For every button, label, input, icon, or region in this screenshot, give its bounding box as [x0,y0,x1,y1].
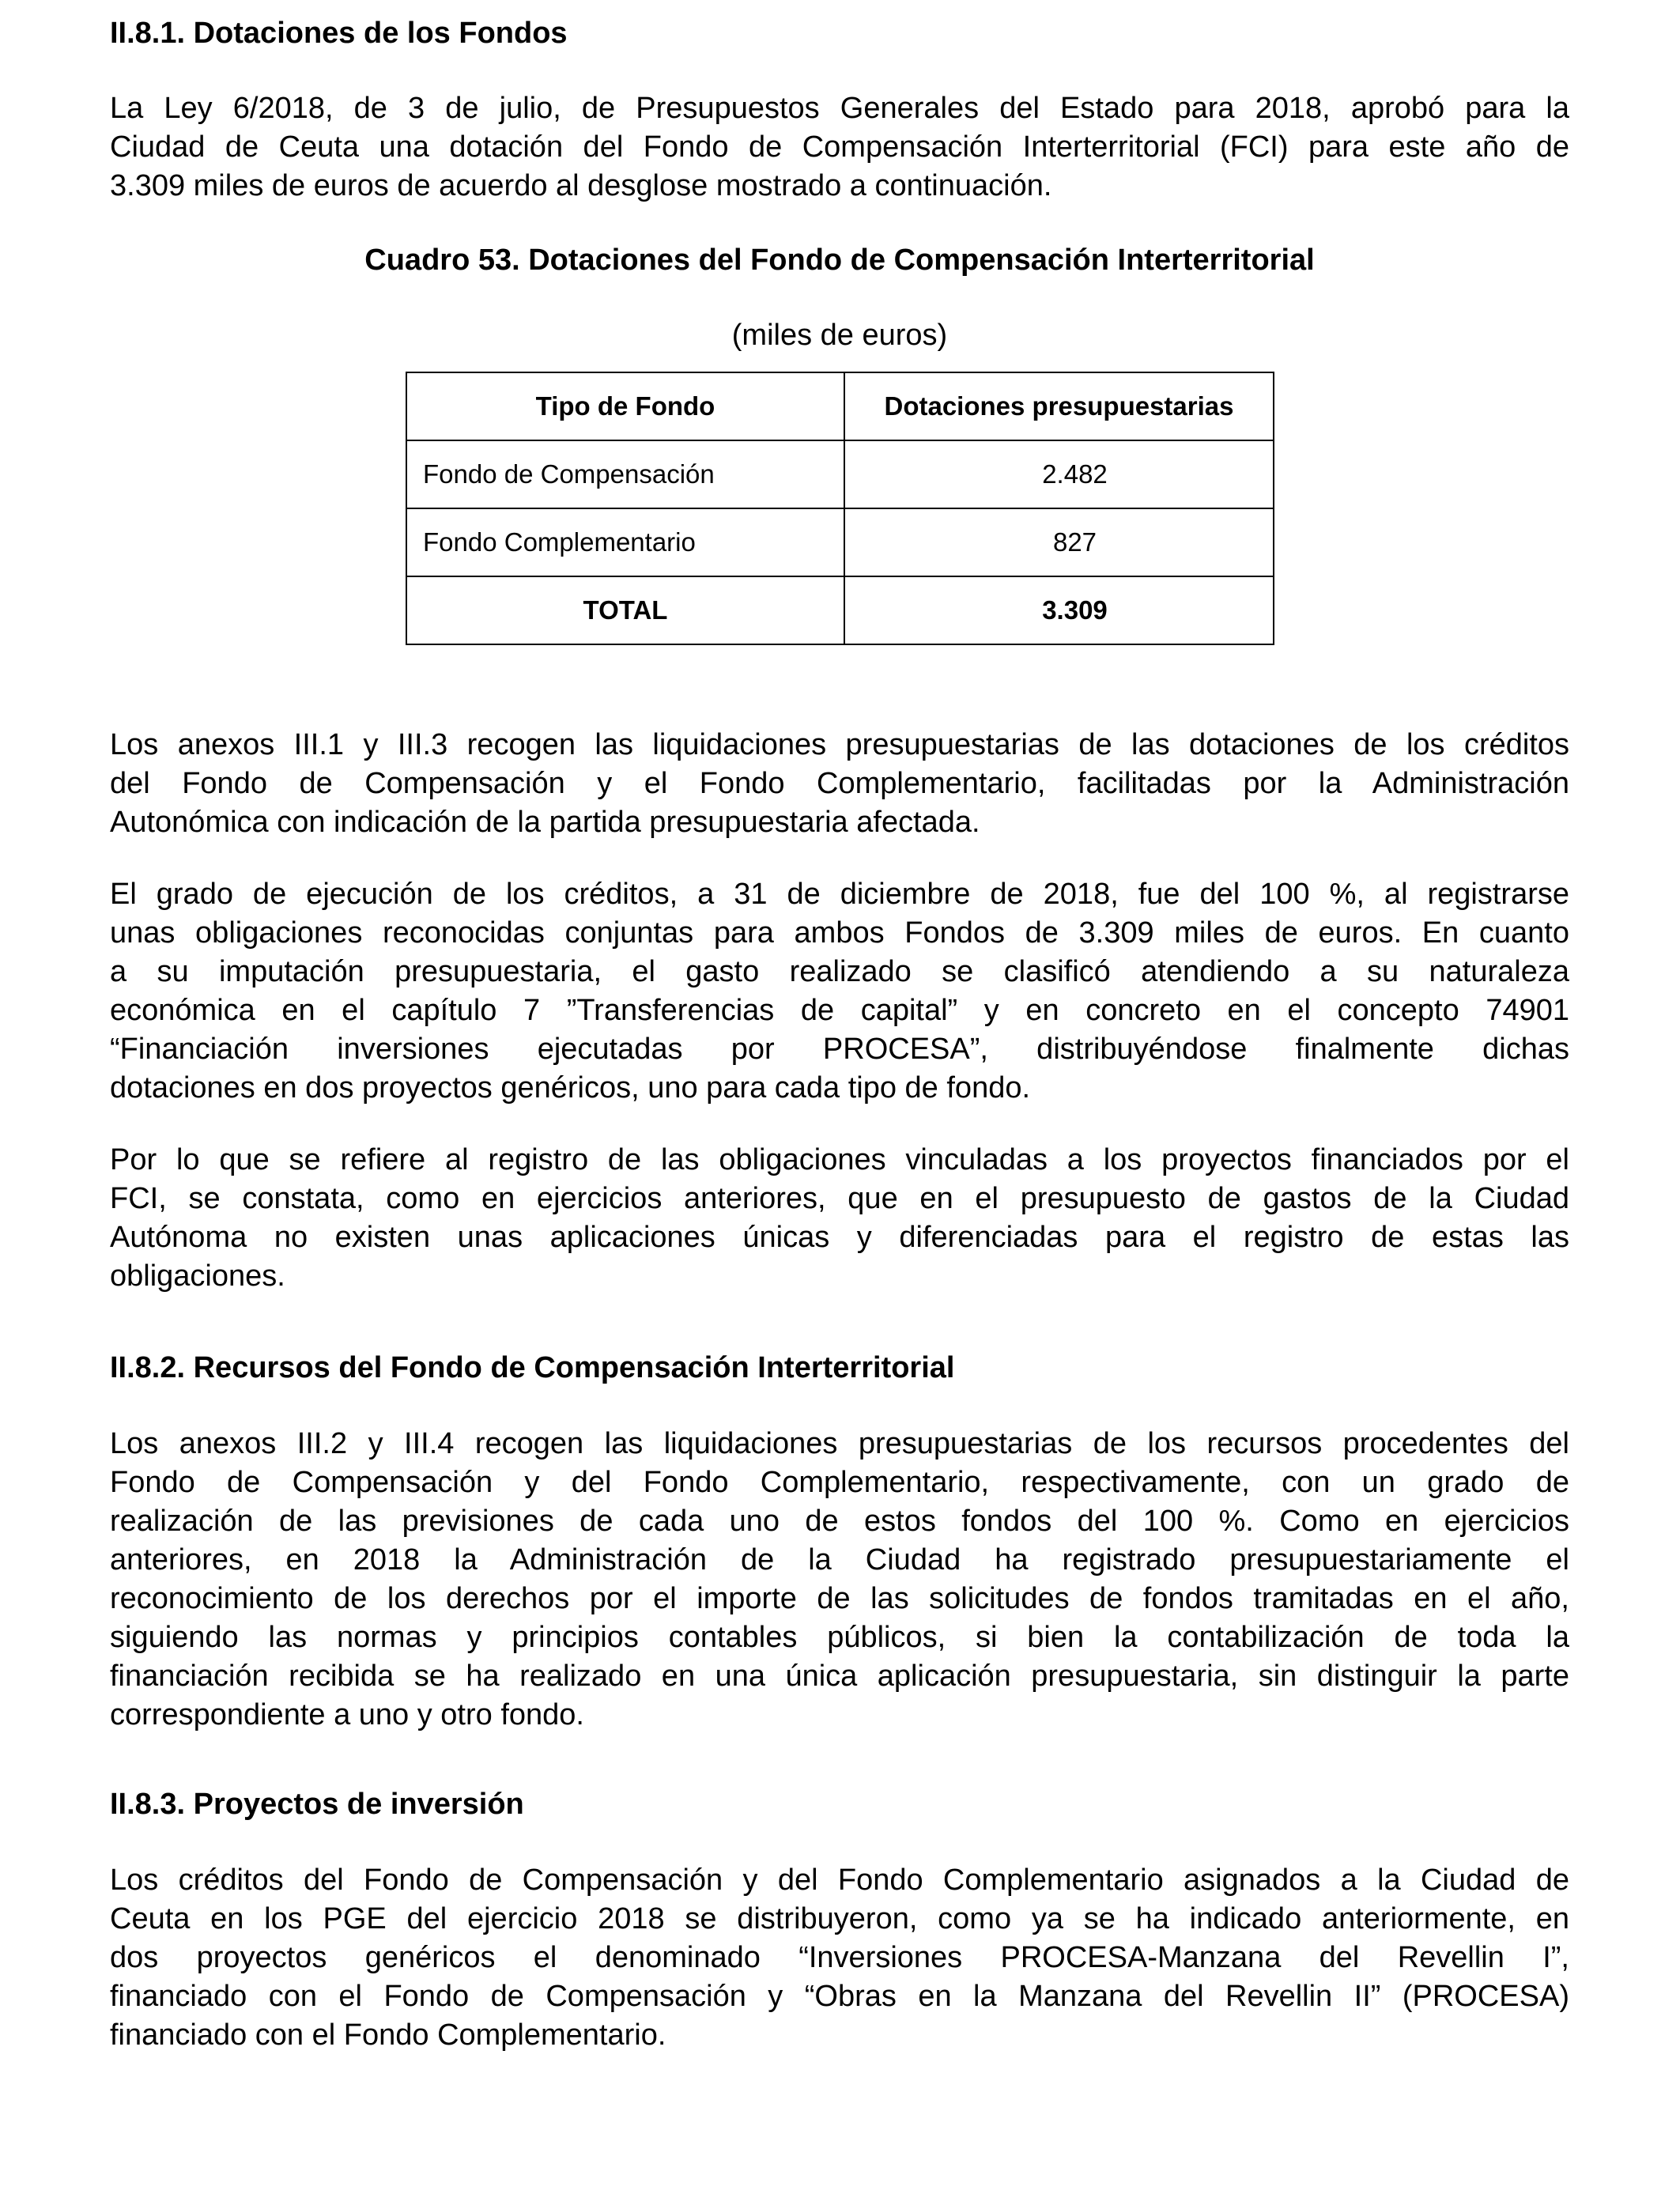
text-line: Los anexos III.2 y III.4 recogen las liquidaciones presupuestarias de los recursos procedentes del [110,1427,1569,1460]
text-line: Autónoma no existen unas aplicaciones únicas y diferenciadas para el registro de estas las [110,1221,1569,1254]
text-line: reconocimiento de los derechos por el importe de las solicitudes de fondos tramitadas en el año, [110,1582,1569,1615]
paragraph-ley-6-2018 [110,89,1569,206]
table-row [406,508,1274,576]
text-line: anteriores, en 2018 la Administración de la Ciudad ha registrado presupuestariamente el [110,1543,1569,1577]
cell-dotacion: 827 [844,508,1274,576]
cell-total-value: 3.309 [844,576,1274,644]
text-line: siguiendo las normas y principios contables públicos, si bien la contabilización de toda la [110,1621,1569,1654]
text-line: El grado de ejecución de los créditos, a 31 de diciembre de 2018, fue del 100 %, al registrarse [110,878,1569,911]
paragraph-recursos [110,1425,1569,1735]
table-unit: (miles de euros) [731,319,948,352]
text-line: financiado con el Fondo de Compensación y “Obras en la Manzana del Revellin II” (PROCESA) [110,1980,1569,2013]
text-line: Fondo de Compensación y del Fondo Complementario, respectivamente, con un grado de [110,1466,1569,1499]
text-line: correspondiente a uno y otro fondo. [110,1698,584,1731]
text-line: 3.309 miles de euros de acuerdo al desglose mostrado a continuación. [110,169,1052,202]
column-header-tipo: Tipo de Fondo [406,372,844,440]
text-line: Ciudad de Ceuta una dotación del Fondo de Compensación Interterritorial (FCI) para este año de [110,130,1569,164]
table-title: Cuadro 53. Dotaciones del Fondo de Compensación Interterritorial [364,244,1315,277]
column-header-dotaciones: Dotaciones presupuestarias [844,372,1274,440]
text-line: financiado con el Fondo Complementario. [110,2018,666,2052]
text-line: Los anexos III.1 y III.3 recogen las liquidaciones presupuestarias de las dotaciones de los créditos [110,728,1569,761]
paragraph-registro-obligaciones [110,1141,1569,1296]
section-heading-2: II.8.2. Recursos del Fondo de Compensación Interterritorial [110,1351,955,1384]
text-line: económica en el capítulo 7 ”Transferencias de capital” y en concreto en el concepto 74901 [110,994,1569,1027]
text-line: del Fondo de Compensación y el Fondo Complementario, facilitadas por la Administración [110,767,1569,800]
text-line: realización de las previsiones de cada uno de estos fondos del 100 %. Como en ejercicios [110,1505,1569,1538]
paragraph-grado-ejecucion [110,875,1569,1108]
table-header-row [406,372,1274,440]
paragraph-anexos-iii1 [110,726,1569,842]
table-row [406,440,1274,508]
text-line: unas obligaciones reconocidas conjuntas para ambos Fondos de 3.309 miles de euros. En cuanto [110,916,1569,950]
text-line: “Financiación inversiones ejecutadas por PROCESA”, distribuyéndose finalmente dichas [110,1033,1569,1066]
section-heading-3: II.8.3. Proyectos de inversión [110,1788,524,1821]
text-line: dos proyectos genéricos el denominado “Inversiones PROCESA-Manzana del Revellin I”, [110,1941,1569,1974]
cell-dotacion: 2.482 [844,440,1274,508]
cell-total-label: TOTAL [406,576,844,644]
dotaciones-table [406,372,1274,645]
text-line: financiación recibida se ha realizado en una única aplicación presupuestaria, sin distinguir la parte [110,1660,1569,1693]
text-line: obligaciones. [110,1259,285,1293]
cell-tipo: Fondo Complementario [406,508,844,576]
text-line: a su imputación presupuestaria, el gasto realizado se clasificó atendiendo a su naturaleza [110,955,1569,988]
paragraph-proyectos [110,1861,1569,2055]
text-line: Autonómica con indicación de la partida presupuestaria afectada. [110,806,980,839]
text-line: Los créditos del Fondo de Compensación y del Fondo Complementario asignados a la Ciudad de [110,1864,1569,1897]
text-line: dotaciones en dos proyectos genéricos, uno para cada tipo de fondo. [110,1071,1031,1105]
text-line: Ceuta en los PGE del ejercicio 2018 se distribuyeron, como ya se ha indicado anteriormente, en [110,1902,1569,1935]
cell-tipo: Fondo de Compensación [406,440,844,508]
text-line: FCI, se constata, como en ejercicios anteriores, que en el presupuesto de gastos de la Ciudad [110,1182,1569,1215]
text-line: La Ley 6/2018, de 3 de julio, de Presupuestos Generales del Estado para 2018, aprobó para la [110,92,1569,125]
text-line: Por lo que se refiere al registro de las obligaciones vinculadas a los proyectos financiados por el [110,1143,1569,1176]
section-heading-1: II.8.1. Dotaciones de los Fondos [110,17,568,50]
table-total-row [406,576,1274,644]
